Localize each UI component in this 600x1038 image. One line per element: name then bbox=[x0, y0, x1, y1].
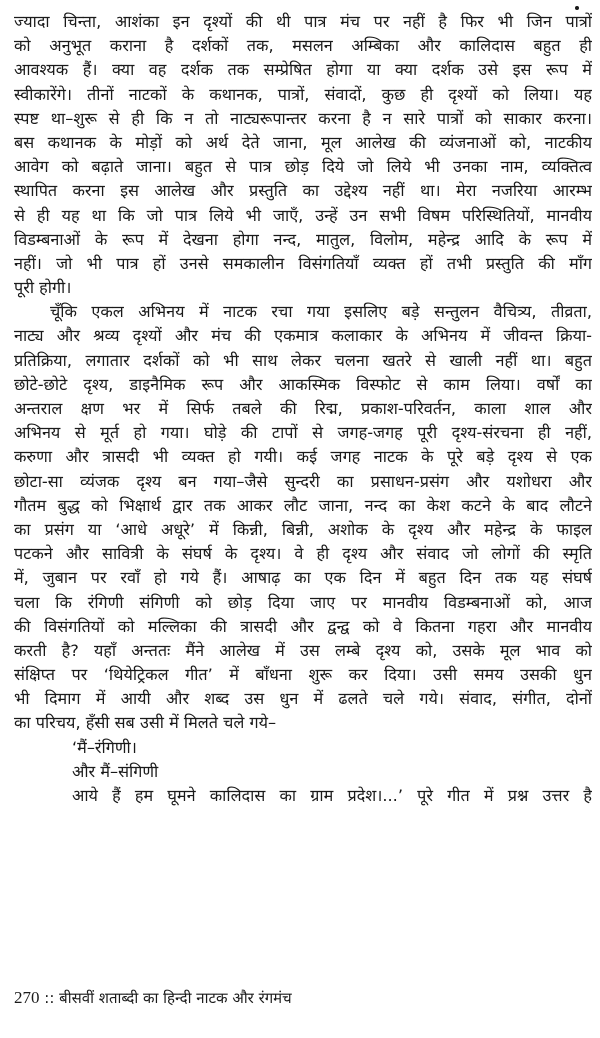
text-line: का परिचय, हँसी सब उसी में मिलते चले गये– bbox=[14, 713, 277, 733]
text-line: ज्यादा चिन्ता, आशंका इन दृश्यों की थी पात्र मंच पर नहीं है फिर भी जिन पात्रों bbox=[14, 12, 592, 31]
page-footer bbox=[14, 988, 592, 1008]
verse-line: ‘मैं–रंगिणी। bbox=[72, 737, 137, 757]
text-line: का प्रसंग या ‘आधे अधूरे’ में किन्नी, बिन्नी, अशोक के दृश्य और महेन्द्र के फाइल bbox=[14, 519, 592, 539]
page-number: 270 bbox=[14, 988, 40, 1007]
footer-separator: :: bbox=[44, 989, 55, 1007]
text-line: बस कथानक के मोड़ों को अर्थ देते जाना, मूल आलेख की व्यंजनाओं को, नाटकीय bbox=[14, 132, 592, 152]
text-line: स्थापित करना इस आलेख और प्रस्तुति का उद्देश्य नहीं था। मेरा नजरिया आरम्भ bbox=[14, 181, 592, 201]
text-line: नहीं। जो भी पात्र हों उनसे समकालीन विसंगतियाँ व्यक्त हों तभी प्रस्तुति की माँग bbox=[14, 253, 592, 273]
text-line: चला कि रंगिणी संगिणी को छोड़ दिया जाए पर मानवीय विडम्बनाओं को, आज bbox=[14, 592, 592, 612]
running-title: बीसवीं शताब्दी का हिन्दी नाटक और रंगमंच bbox=[59, 989, 292, 1007]
text-line: गौतम बुद्ध को भिक्षार्थ द्वार तक आकर लौट जाना, नन्द का केश कटने के बाद लौटने bbox=[14, 495, 592, 515]
text-line: छोटा-सा व्यंजक दृश्य बन गया–जैसे सुन्दरी का प्रसाधन-प्रसंग और यशोधरा और bbox=[14, 471, 592, 491]
text-line: स्वीकारेंगे। तीनों नाटकों के कथानक, पात्रों, संवादों, कुछ ही दृश्यों को लिया। यह bbox=[14, 84, 592, 104]
text-line: में, जुबान पर रवाँ हो गये हैं। आषाढ़ का एक दिन में बहुत दिन तक यह संघर्ष bbox=[14, 568, 592, 588]
paragraph-1 bbox=[14, 10, 592, 300]
text-line: आवेग को बढ़ाते जाना। बहुत से पात्र छोड़ दिये जो लिये भी उनका नाम, व्यक्तित्व bbox=[14, 157, 592, 177]
text-line: अभिनय से मूर्त हो गया। घोड़े की टापों से जगह-जगह पूरी दृश्य-संरचना ही नहीं, bbox=[14, 423, 592, 443]
text-line: करुणा और त्रासदी भी व्यक्त हो गयी। कई जगह नाटक के पूरे बड़े दृश्य से एक bbox=[14, 447, 592, 467]
text-line: को अनुभूत कराना है दर्शकों तक, मसलन अम्बिका और कालिदास बहुत ही bbox=[14, 36, 592, 56]
text-line: विडम्बनाओं के रूप में देखना होगा नन्द, मातुल, विलोम, महेन्द्र आदि के रूप में bbox=[14, 229, 592, 249]
text-line: नाट्य और श्रव्य दृश्यों और मंच की एकमात्र कलाकार के अभिनय में जीवन्त क्रिया- bbox=[14, 326, 592, 346]
body-text bbox=[14, 10, 592, 808]
verse-line: और मैं–संगिणी bbox=[72, 761, 159, 781]
verse-block bbox=[14, 736, 592, 809]
text-line: प्रतिक्रिया, लगातार दर्शकों को भी साथ लेकर चलना खतरे से खाली नहीं था। बहुत bbox=[14, 350, 592, 370]
text-line: चूँकि एकल अभिनय में नाटक रचा गया इसलिए बड़े सन्तुलन वैचित्र्य, तीव्रता, bbox=[50, 302, 592, 322]
text-line: की विसंगतियों को मल्लिका की त्रासदी और द्वन्द्व को वे कितना गहरा और मानवीय bbox=[14, 616, 592, 636]
text-line: पटकने और सावित्री के संघर्ष के दृश्य। वे ही दृश्य और संवाद जो लोगों की स्मृति bbox=[14, 544, 592, 564]
text-line: स्पष्ट था–शुरू से ही कि न तो नाट्यरूपान्तर करना है न सारे पात्रों को साकार करना। bbox=[14, 108, 592, 128]
text-line: आवश्यक हैं। क्या वह दर्शक तक सम्प्रेषित होगा या क्या दर्शक उसे इस रूप में bbox=[14, 60, 592, 80]
text-line: भी दिमाग में आयी और शब्द उस धुन में ढलते चले गये। संवाद, संगीत, दोनों bbox=[14, 689, 592, 709]
text-line: पूरी होगी। bbox=[14, 278, 72, 298]
text-line: संक्षिप्त पर ‘थियेट्रिकल गीत’ में बाँधना शुरू कर दिया। उसी समय उसकी धुन bbox=[14, 665, 592, 685]
text-line: करती है? यहाँ अन्ततः मैंने आलेख में उस लम्बे दृश्य को, उसके मूल भाव को bbox=[14, 640, 592, 660]
paragraph-2 bbox=[14, 300, 592, 735]
verse-line: आये हैं हम घूमने कालिदास का ग्राम प्रदेश।...’ पूरे गीत में प्रश्न उत्तर है bbox=[72, 786, 592, 805]
text-line: छोटे-छोटे दृश्य, डाइनैमिक रूप और आकस्मिक विस्फोट से काम लिया। वर्षों का bbox=[14, 374, 592, 394]
text-line: से ही यह था कि जो पात्र लिये भी जाएँ, उन्हें उन सभी विषम परिस्थितियों, मानवीय bbox=[14, 205, 592, 225]
text-line: अन्तराल क्षण भर में सिर्फ तबले की रिद्म, प्रकाश-परिवर्तन, काला शाल और bbox=[14, 399, 592, 418]
